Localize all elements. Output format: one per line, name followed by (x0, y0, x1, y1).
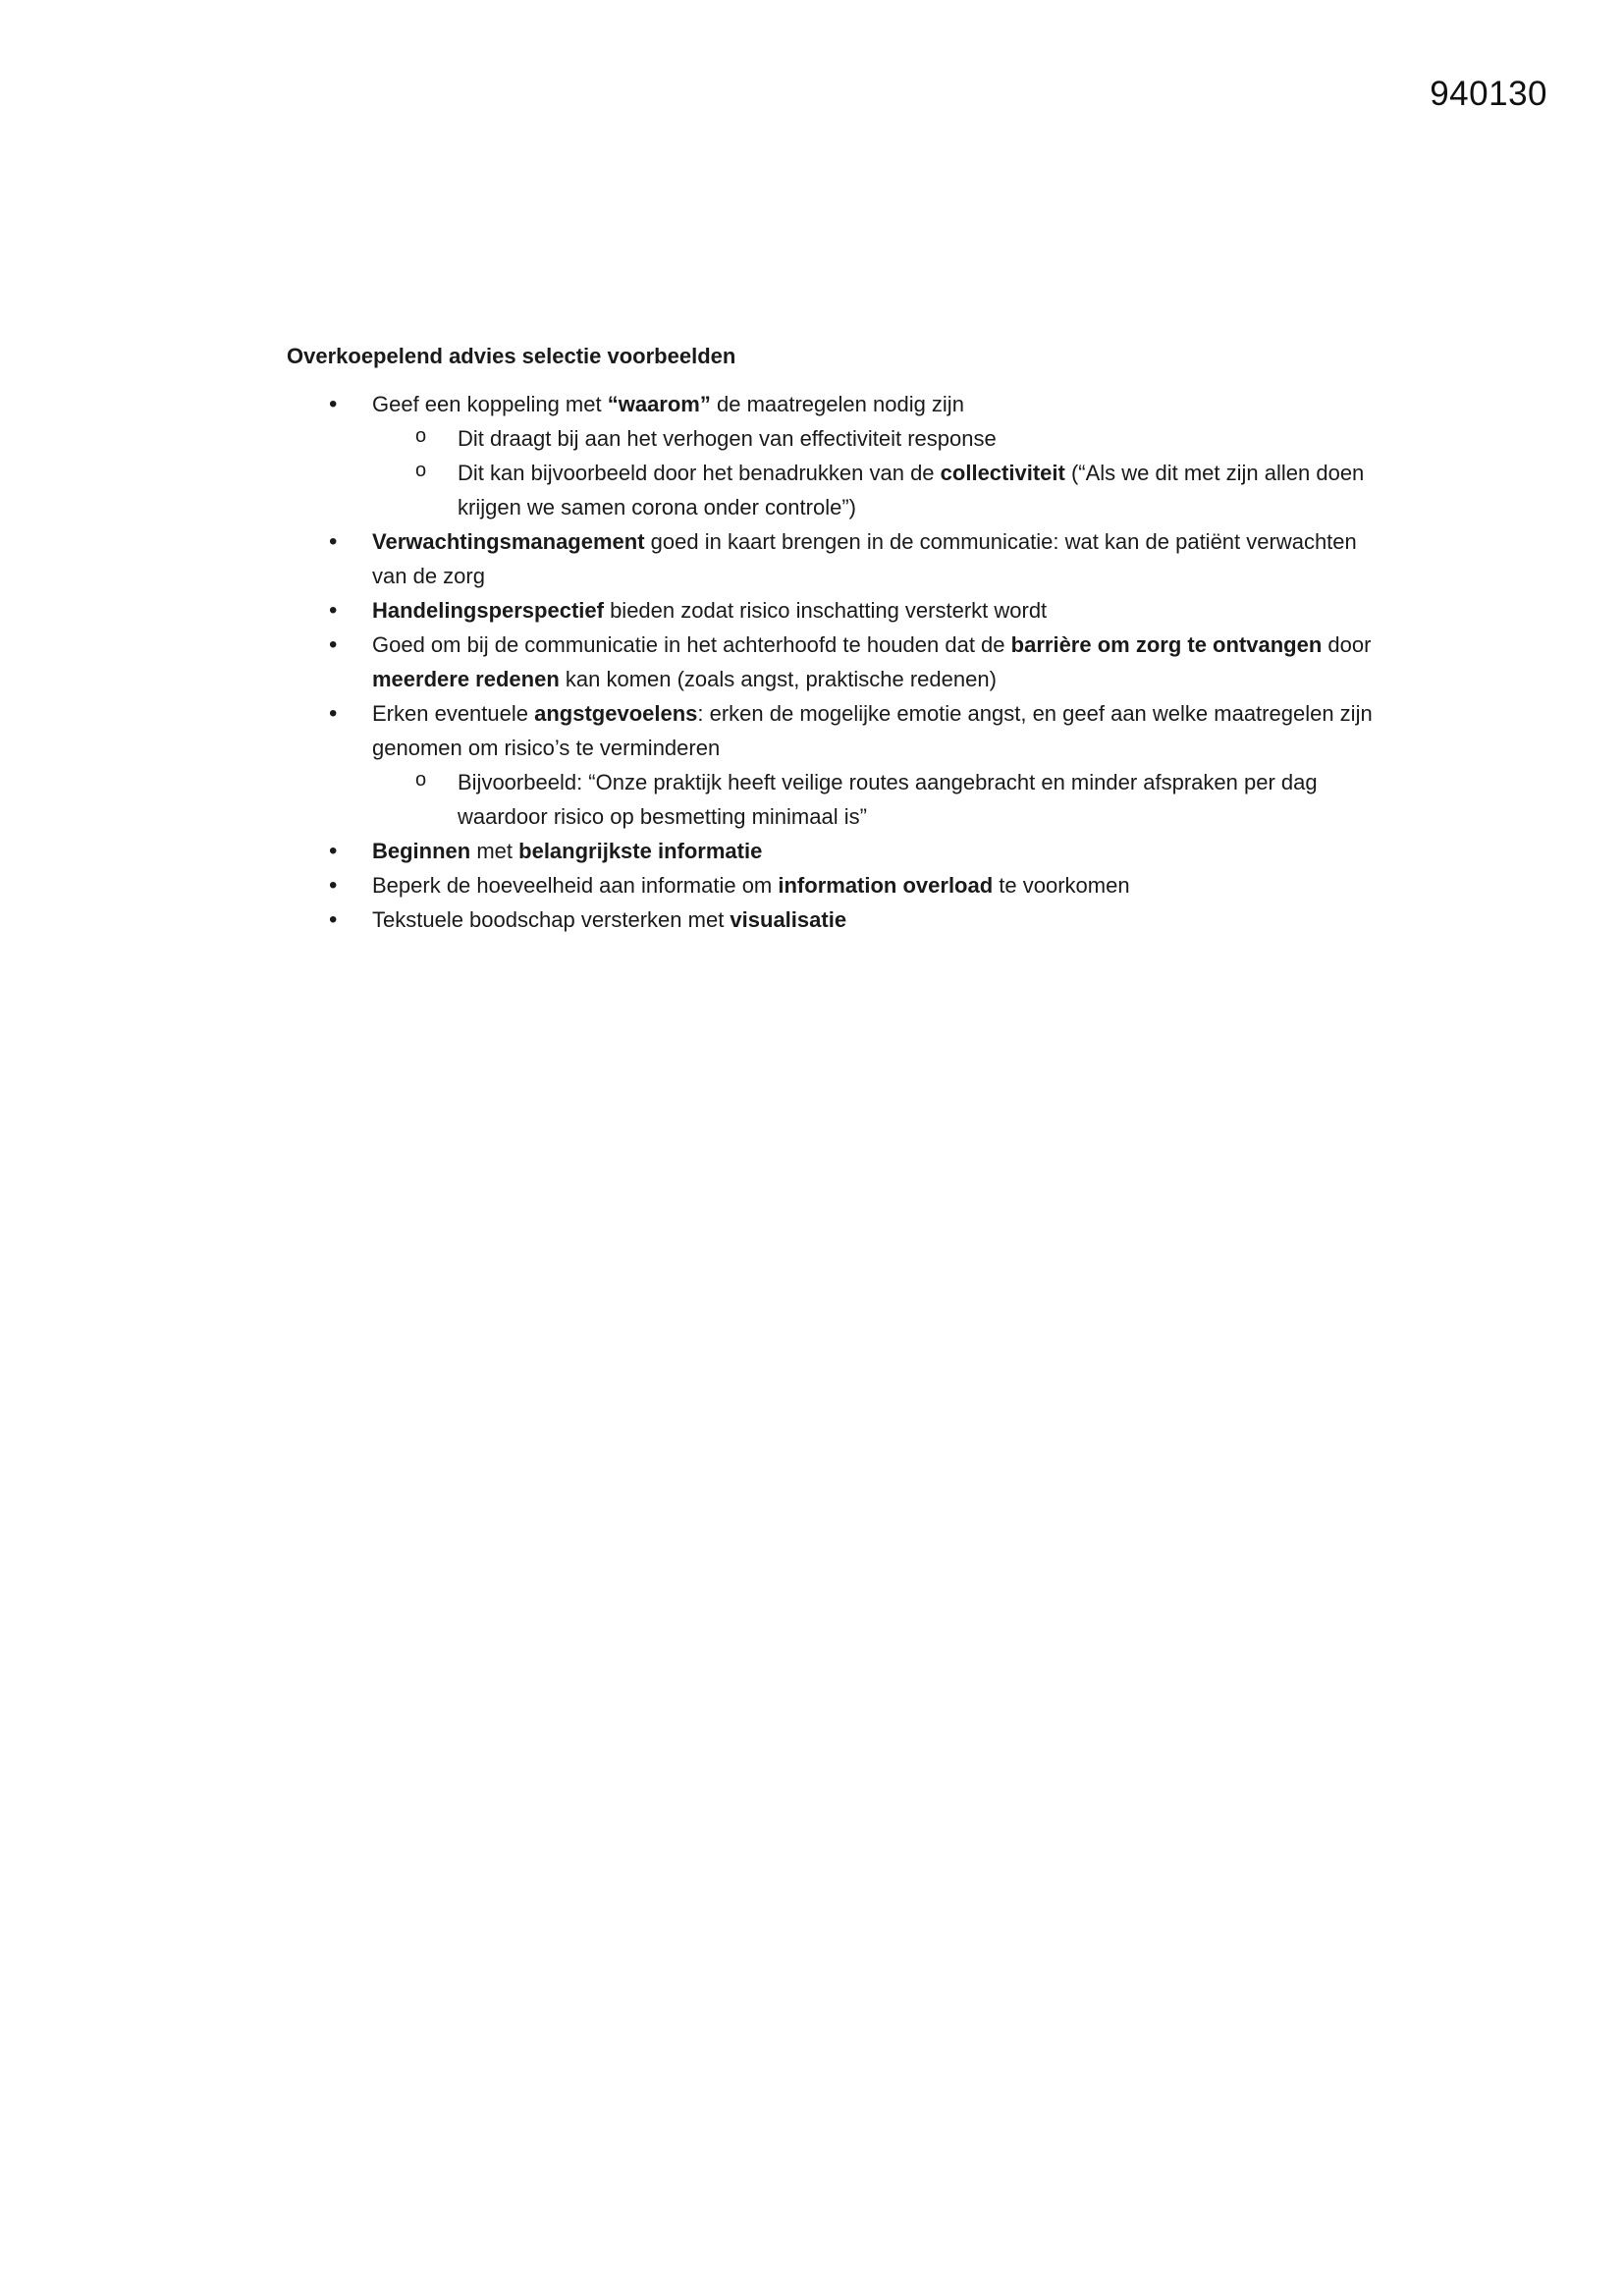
document-id: 940130 (1430, 75, 1547, 113)
sub-list-item: o Bijvoorbeeld: “Onze praktijk heeft veilige routes aangebracht en minder afspraken per dag waardoor risico op besmetting minimaal is” (372, 765, 1377, 834)
sub-list-item: o Dit kan bijvoorbeeld door het benadrukken van de collectiviteit (“Als we dit met zijn allen doen krijgen we samen corona onder controle”) (372, 456, 1377, 524)
list-item: • Goed om bij de communicatie in het achterhoofd te houden dat de barrière om zorg te ontvangen door meerdere redenen kan komen (zoals angst, praktische redenen) (287, 628, 1377, 696)
list-item: • Beginnen met belangrijkste informatie (287, 834, 1377, 868)
sub-list-item: o Dit draagt bij aan het verhogen van effectiviteit response (372, 421, 1377, 456)
list-item: • Geef een koppeling met “waarom” de maatregelen nodig zijn o Dit draagt bij aan het verhogen van effectiviteit response o Dit kan bijvoorbeeld door het benadrukken van de collectiviteit (“Als we dit met zijn allen doen krijgen we samen corona onder controle”) (287, 387, 1377, 524)
list-item: • Tekstuele boodschap versterken met visualisatie (287, 902, 1377, 937)
sub-list (372, 765, 1377, 834)
document-body (287, 339, 1377, 937)
section-heading: Overkoepelend advies selectie voorbeelden (287, 344, 736, 368)
list-item: • Verwachtingsmanagement goed in kaart brengen in de communicatie: wat kan de patiënt verwachten van de zorg (287, 524, 1377, 593)
sub-list (372, 421, 1377, 524)
list-item: • Handelingsperspectief bieden zodat risico inschatting versterkt wordt (287, 593, 1377, 628)
list-item: • Erken eventuele angstgevoelens: erken de mogelijke emotie angst, en geef aan welke maatregelen zijn genomen om risico’s te verminderen o Bijvoorbeeld: “Onze praktijk heeft veilige routes aangebracht en minder afspraken per dag waardoor risico op besmetting minimaal is” (287, 696, 1377, 834)
list-item: • Beperk de hoeveelheid aan informatie om information overload te voorkomen (287, 868, 1377, 902)
advice-list (287, 387, 1377, 937)
